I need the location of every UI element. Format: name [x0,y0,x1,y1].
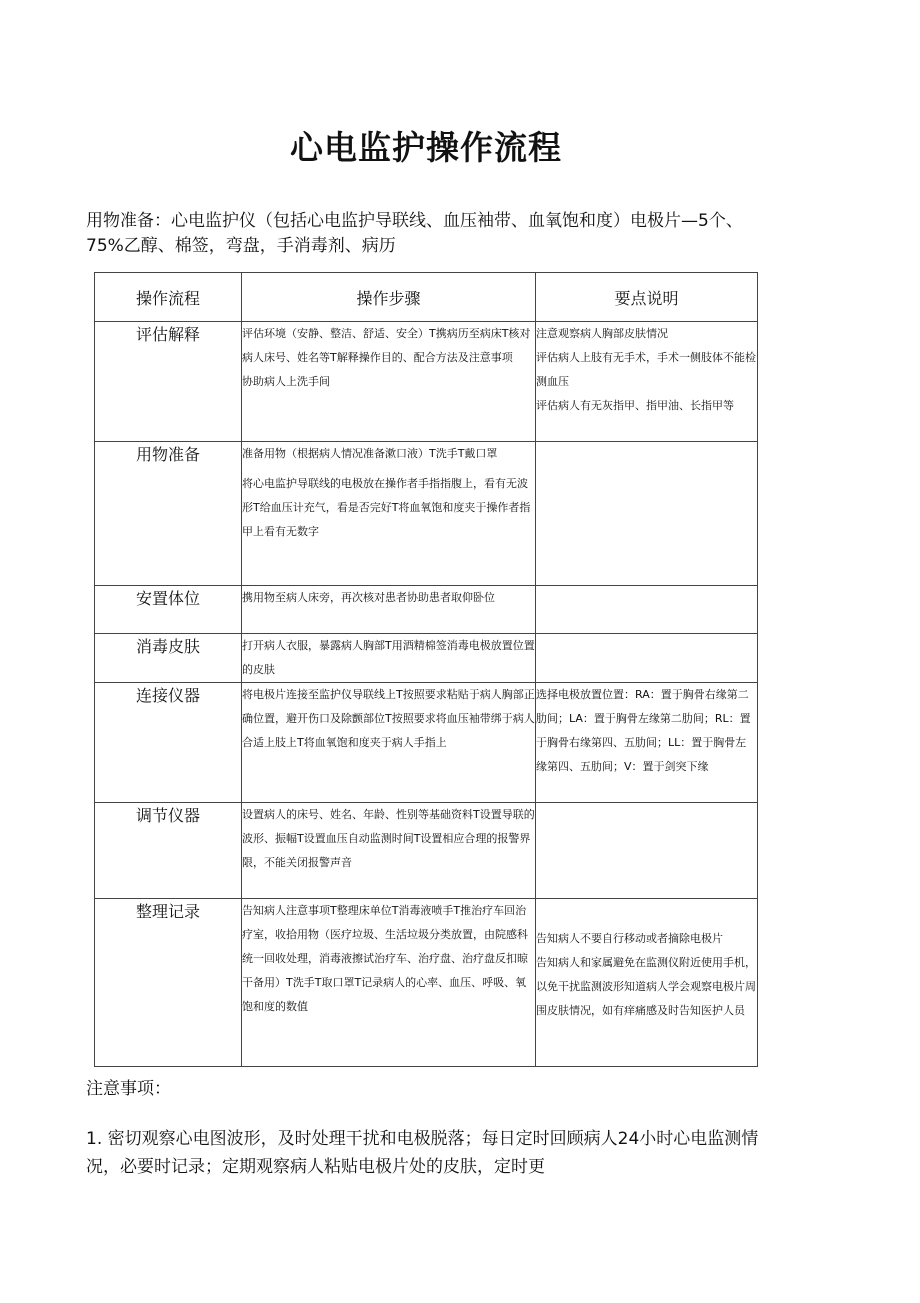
table-row [95,322,758,442]
notes-cell [536,634,758,683]
header-notes: 要点说明 [536,273,758,322]
stage-cell: 调节仪器 [95,803,242,899]
notes-cell [536,803,758,899]
steps-cell [242,899,536,1067]
notes-cell [536,322,758,442]
step-text: 协助病人上洗手间 [242,375,330,388]
notes-cell [536,683,758,803]
notes-cell [536,586,758,634]
step-text: 打开病人衣服，暴露病人胸部T用酒精棉签消毒电极放置位置的皮肤 [242,639,535,676]
notes-cell [536,442,758,586]
steps-cell [242,634,536,683]
table-row [95,683,758,803]
procedure-table [94,272,758,1067]
stage-cell: 连接仪器 [95,683,242,803]
note-text: 告知病人和家属避免在监测仪附近使用手机，以免干扰监测波形知道病人学会观察电极片周围皮肤情况，如有痒痛感及时告知医护人员 [536,956,756,1017]
stage-cell: 评估解释 [95,322,242,442]
step-text: 将电极片连接至监护仪导联线上T按照要求粘贴于病人胸部正确位置，避开伤口及除颤部位T按照要求将血压袖带绑于病人合适上肢上T将血氧饱和度夹于病人手指上 [242,688,535,749]
stage-cell: 消毒皮肤 [95,634,242,683]
stage-cell: 安置体位 [95,586,242,634]
note-text: 评估病人有无灰指甲、指甲油、长指甲等 [536,399,734,412]
stage-cell: 整理记录 [95,899,242,1067]
steps-cell [242,683,536,803]
steps-cell [242,442,536,586]
steps-cell [242,803,536,899]
table-row [95,803,758,899]
table-header-row [95,273,758,322]
step-text: 准备用物（根据病人情况准备漱口液）T洗手T戴口罩 [242,447,498,460]
steps-cell [242,586,536,634]
step-text: 评估环境（安静、整洁、舒适、安全）T携病历至病床T核对病人床号、姓名等T解释操作目的、配合方法及注意事项 [242,327,531,364]
table-row [95,442,758,586]
step-text: 设置病人的床号、姓名、年龄、性别等基础资料T设置导联的波形、振幅T设置血压自动监测时间T设置相应合理的报警界限，不能关闭报警声音 [242,808,535,869]
page-title: 心电监护操作流程 [290,128,562,167]
table-row [95,899,758,1067]
stage-cell: 用物准备 [95,442,242,586]
note-item-1: 1. 密切观察心电图波形，及时处理干扰和电极脱落；每日定时回顾病人24小时心电监测情况，必要时记录；定期观察病人粘贴电极片处的皮肤，定时更 [86,1129,759,1177]
header-steps: 操作步骤 [242,273,536,322]
note-text: 评估病人上肢有无手术，手术一侧肢体不能检测血压 [536,351,756,388]
notes-cell [536,899,758,1067]
table-row [95,586,758,634]
materials-paragraph: 用物准备：心电监护仪（包括心电监护导联线、血压袖带、血氧饱和度）电极片—5个、75%乙醇、棉签，弯盘，手消毒剂、病历 [86,211,743,256]
notes-section-title: 注意事项： [86,1079,171,1099]
note-text: 选择电极放置位置：RA：置于胸骨右缘第二肋间；LA：置于胸骨左缘第二肋间；RL：置于胸骨右缘第四、五肋间；LL：置于胸骨左缘第四、五肋间；V：置于剑突下缘 [536,688,751,773]
steps-cell [242,322,536,442]
note-text: 注意观察病人胸部皮肤情况 [536,327,668,340]
header-stage: 操作流程 [95,273,242,322]
step-text: 携用物至病人床旁，再次核对患者协助患者取仰卧位 [242,591,495,604]
note-text: 告知病人不要自行移动或者摘除电极片 [536,932,723,945]
step-text: 将心电监护导联线的电极放在操作者手指指腹上，看有无波形T给血压计充气，看是否完好T将血氧饱和度夹于操作者指甲上看有无数字 [242,477,531,538]
step-text: 告知病人注意事项T整理床单位T消毒液喷手T推治疗车回治疗室，收拾用物（医疗垃圾、生活垃圾分类放置，由院感科统一回收处理，消毒液擦试治疗车、治疗盘、治疗盘反扣晾干备用）T洗手T取口罩T记录病人的心率、血压、呼吸、氧饱和度的数值 [242,904,528,1013]
table-row [95,634,758,683]
